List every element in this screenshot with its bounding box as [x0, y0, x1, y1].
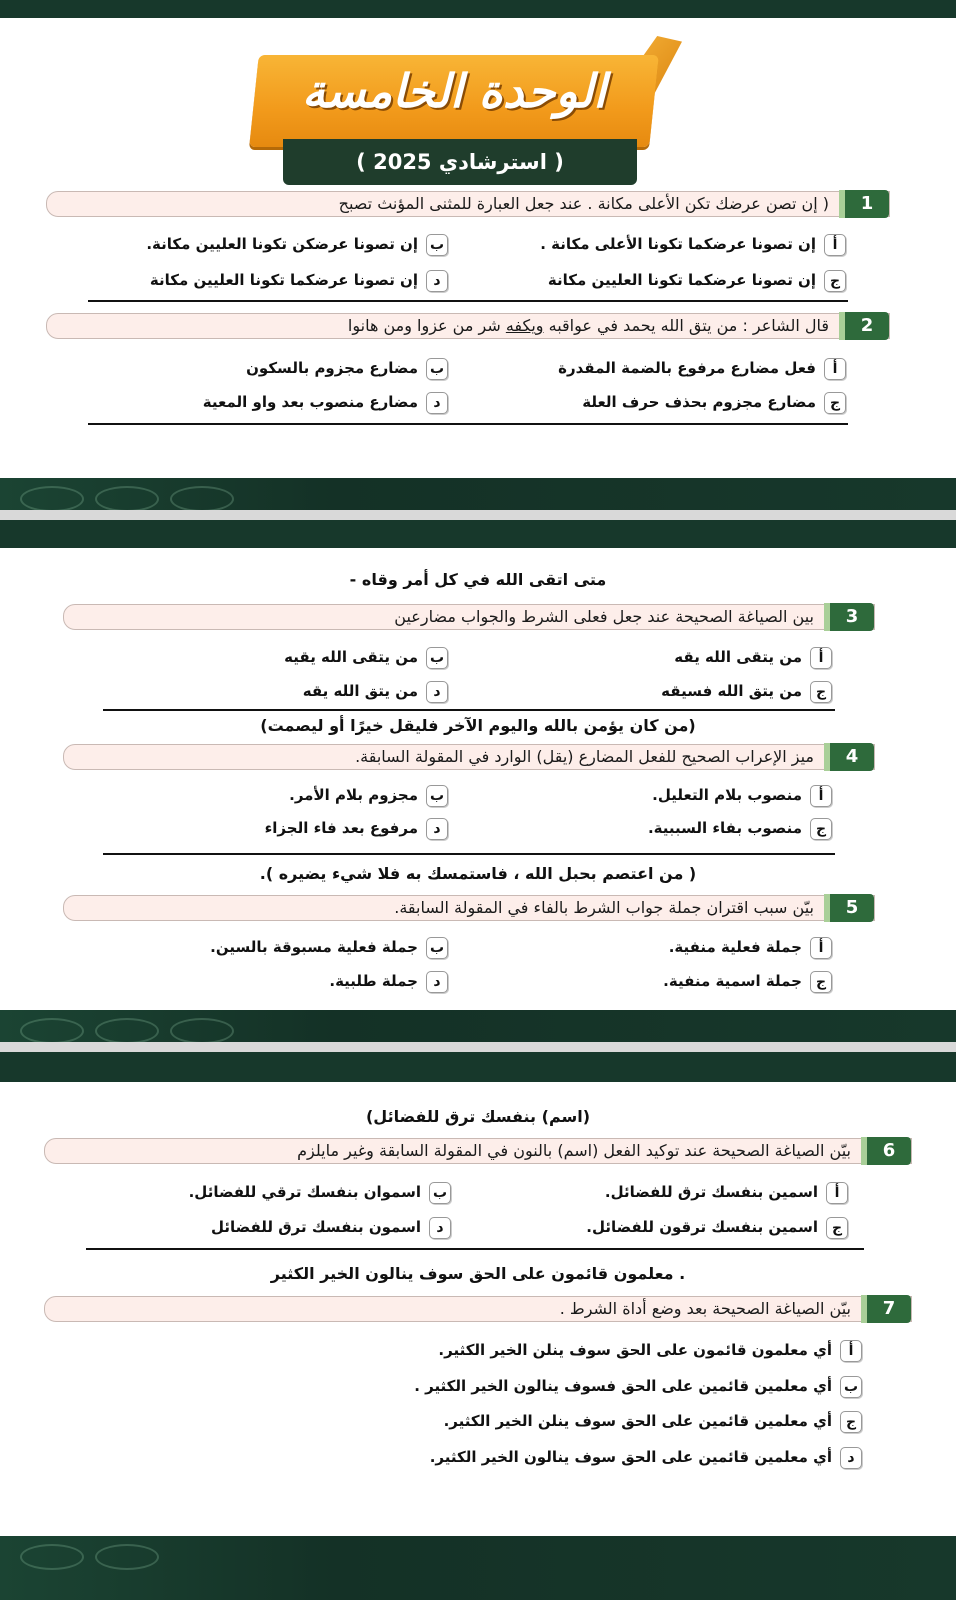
- question-text-end: شر من عزوا ومن هانوا: [347, 316, 501, 335]
- option-text: مجزوم بلام الأمر.: [289, 786, 418, 804]
- option-a[interactable]: [438, 1338, 862, 1362]
- option-c[interactable]: [548, 268, 846, 292]
- option-c[interactable]: [586, 1215, 848, 1239]
- option-letter: ب: [429, 1182, 451, 1204]
- option-letter: ج: [826, 1217, 848, 1239]
- option-text: اسمين بنفسك ترق للفضائل.: [604, 1183, 818, 1201]
- option-text: جملة فعلية مسبوقة بالسين.: [210, 938, 418, 956]
- option-letter: أ: [810, 937, 832, 959]
- option-a[interactable]: [558, 356, 846, 380]
- question-number: 2: [839, 312, 889, 340]
- option-text: أي معلمون قائمون على الحق سوف ينلن الخير الكثير.: [438, 1341, 832, 1359]
- option-d[interactable]: [203, 390, 448, 414]
- option-d[interactable]: [329, 969, 448, 993]
- bottom-band: [0, 1536, 956, 1600]
- divider: [88, 423, 848, 425]
- panel-gap: [0, 510, 956, 520]
- option-b[interactable]: [289, 783, 448, 807]
- page-panel-1: [0, 0, 956, 510]
- option-letter: ج: [840, 1411, 862, 1433]
- option-letter: د: [426, 681, 448, 703]
- ornament: [170, 1018, 234, 1042]
- divider: [103, 709, 835, 711]
- option-c[interactable]: [663, 969, 832, 993]
- option-text: منصوب بلام التعليل.: [652, 786, 802, 804]
- option-c[interactable]: [582, 390, 846, 414]
- option-letter: أ: [826, 1182, 848, 1204]
- option-letter: ب: [426, 647, 448, 669]
- option-letter: ج: [810, 971, 832, 993]
- option-text: إن تصونا عرضكما تكونا العليين مكانة: [547, 271, 816, 289]
- quote-6: (اسم) بنفسك ترق للفضائل): [365, 1107, 591, 1126]
- option-text: جملة اسمية منفية.: [663, 972, 802, 990]
- option-text: اسمون بنفسك ترق للفضائل: [211, 1218, 421, 1236]
- option-text: فعل مضارع مرفوع بالضمة المقدرة: [558, 359, 816, 377]
- option-letter: د: [429, 1217, 451, 1239]
- top-band: [0, 0, 956, 18]
- option-text: إن تصونا عرضكما تكونا الأعلى مكانة .: [540, 235, 816, 253]
- question-number: 3: [824, 603, 874, 631]
- option-text: إن تصونا عرضكما تكونا العليين مكانة: [149, 271, 418, 289]
- question-text: بيّن سبب اقتران جملة جواب الشرط بالفاء في المقولة السابقة.: [394, 898, 814, 917]
- option-c[interactable]: [444, 1409, 862, 1433]
- option-text: أي معلمين قائمين على الحق سوف ينلن الخير الكثير.: [443, 1412, 832, 1430]
- panel-gap: [0, 1042, 956, 1052]
- option-text: مضارع منصوب بعد واو المعية: [202, 393, 418, 411]
- option-c[interactable]: [648, 816, 832, 840]
- option-letter: ج: [810, 818, 832, 840]
- question-text: بيّن الصياغة الصحيحة بعد وضع أداة الشرط .: [559, 1299, 851, 1318]
- question-text: بين الصياغة الصحيحة عند جعل فعلى الشرط والجواب مضارعين: [394, 607, 814, 626]
- ornament: [95, 1018, 159, 1042]
- page-panel-3: [0, 1052, 956, 1600]
- option-letter: ج: [824, 392, 846, 414]
- option-letter: أ: [810, 785, 832, 807]
- option-text: اسمين بنفسك ترقون للفضائل.: [586, 1218, 818, 1236]
- top-band: [0, 520, 956, 548]
- option-a[interactable]: [669, 935, 832, 959]
- unit-title: الوحدة الخامسة: [301, 64, 607, 118]
- divider: [88, 300, 848, 302]
- quote-4: (من كان يؤمن بالله واليوم الآخر فليقل خيرًا أو ليصمت): [260, 716, 696, 735]
- underlined-word: ويكفه: [505, 316, 544, 335]
- question-text-main: قال الشاعر : من يتق الله يحمد في عواقبه: [548, 316, 829, 335]
- bottom-band: [0, 478, 956, 510]
- option-b[interactable]: [146, 232, 448, 256]
- option-a[interactable]: [652, 783, 832, 807]
- option-c[interactable]: [661, 679, 832, 703]
- divider: [86, 1248, 864, 1250]
- option-letter: أ: [840, 1340, 862, 1362]
- quote-5: ( من اعتصم بحبل الله ، فاستمسك به فلا شيء يضيره ).: [259, 864, 697, 883]
- option-text: من يتق الله يقه: [302, 682, 418, 700]
- question-number: 4: [824, 743, 874, 771]
- question-text: [348, 314, 829, 338]
- option-letter: ب: [426, 785, 448, 807]
- question-text: بيّن الصياغة الصحيحة عند توكيد الفعل (اسم) بالنون في المقولة السابقة وغير مايلزم: [297, 1141, 851, 1160]
- question-bar-4: [63, 744, 875, 770]
- option-b[interactable]: [189, 1180, 451, 1204]
- option-b[interactable]: [246, 356, 448, 380]
- question-bar-3: [63, 604, 875, 630]
- question-bar-2: [46, 313, 890, 339]
- option-letter: ب: [426, 234, 448, 256]
- option-letter: ج: [824, 270, 846, 292]
- ornament: [95, 486, 159, 510]
- option-text: من يتقى الله يقيه: [284, 648, 418, 666]
- quote-7: . معلمون قائمون على الحق سوف ينالون الخير الكثير: [270, 1264, 686, 1283]
- option-text: مضارع مجزوم بحذف حرف العلة: [582, 393, 816, 411]
- option-letter: ج: [810, 681, 832, 703]
- ornament: [170, 486, 234, 510]
- top-band: [0, 1052, 956, 1082]
- option-text: من يتق الله فسيقه: [661, 682, 802, 700]
- option-letter: ب: [426, 358, 448, 380]
- ornament: [20, 486, 84, 510]
- option-text: أي معلمين قائمين على الحق سوف ينالون الخير الكثير.: [429, 1448, 832, 1466]
- option-letter: د: [426, 270, 448, 292]
- option-letter: د: [426, 392, 448, 414]
- option-text: منصوب بفاء السببية.: [647, 819, 802, 837]
- option-letter: أ: [824, 234, 846, 256]
- option-a[interactable]: [674, 645, 832, 669]
- unit-subtitle: ( استرشادي 2025 ): [283, 139, 637, 185]
- option-letter: د: [840, 1447, 862, 1469]
- option-b[interactable]: [414, 1374, 862, 1398]
- question-bar-6: [44, 1138, 912, 1164]
- page-panel-2: [0, 520, 956, 1042]
- option-letter: د: [426, 971, 448, 993]
- option-a[interactable]: [540, 232, 846, 256]
- option-text: اسموان بنفسك ترقي للفضائل.: [188, 1183, 421, 1201]
- divider: [103, 853, 835, 855]
- question-text: ( إن تصن عرضك تكن الأعلى مكانة . عند جعل العبارة للمثنى المؤنث تصبح: [338, 194, 829, 213]
- option-letter: أ: [824, 358, 846, 380]
- option-b[interactable]: [210, 935, 448, 959]
- quote-3: متى اتقى الله في كل أمر وقاه -: [349, 570, 607, 589]
- option-d[interactable]: [430, 1445, 862, 1469]
- option-text: مرفوع بعد فاء الجزاء: [264, 819, 418, 837]
- question-bar-7: [44, 1296, 912, 1322]
- option-text: أي معلمين قائمين على الحق فسوف ينالون الخير الكثير .: [414, 1377, 832, 1395]
- option-text: إن تصونا عرضكن تكونا العليين مكانة.: [146, 235, 418, 253]
- ornament: [20, 1018, 84, 1042]
- option-d[interactable]: [303, 679, 448, 703]
- option-letter: أ: [810, 647, 832, 669]
- ornament: [20, 1544, 84, 1570]
- option-d[interactable]: [150, 268, 448, 292]
- option-text: جملة طلبية.: [329, 972, 418, 990]
- question-number: 1: [839, 190, 889, 218]
- option-letter: ب: [426, 937, 448, 959]
- question-number: 5: [824, 894, 874, 922]
- ornament: [95, 1544, 159, 1570]
- question-bar-5: [63, 895, 875, 921]
- option-text: جملة فعلية منفية.: [668, 938, 802, 956]
- option-d[interactable]: [265, 816, 448, 840]
- option-letter: ب: [840, 1376, 862, 1398]
- option-text: من يتقى الله يقه: [674, 648, 802, 666]
- question-number: 6: [861, 1137, 911, 1165]
- option-a[interactable]: [605, 1180, 848, 1204]
- question-text: ميز الإعراب الصحيح للفعل المضارع (يقل) الوارد في المقولة السابقة.: [355, 747, 814, 766]
- question-bar-1: [46, 191, 890, 217]
- option-letter: د: [426, 818, 448, 840]
- bottom-band: [0, 1010, 956, 1042]
- option-d[interactable]: [211, 1215, 451, 1239]
- question-number: 7: [861, 1295, 911, 1323]
- option-b[interactable]: [284, 645, 448, 669]
- option-text: مضارع مجزوم بالسكون: [246, 359, 418, 377]
